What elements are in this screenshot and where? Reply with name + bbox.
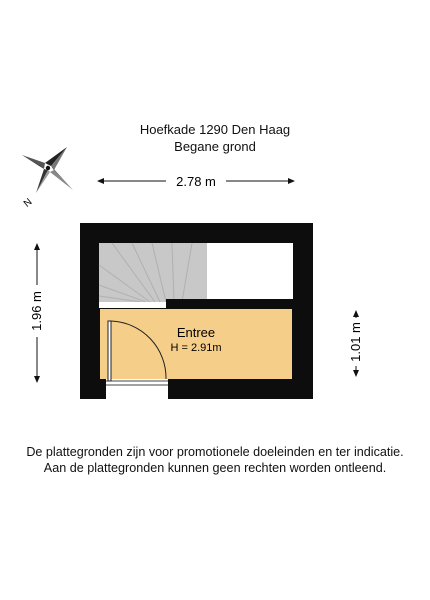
width-dimension bbox=[97, 174, 295, 189]
disclaimer-line-2: Aan de plattegronden kunnen geen rechten worden ontleend. bbox=[43, 461, 387, 475]
depth-right-dimension bbox=[348, 310, 363, 377]
compass-rose-icon bbox=[22, 147, 73, 193]
depth-left-label: 1.96 m bbox=[29, 291, 44, 331]
partition-wall bbox=[166, 299, 293, 308]
floor-label: Begane grond bbox=[174, 139, 256, 154]
storage-area bbox=[207, 243, 293, 299]
stair-landing bbox=[99, 302, 166, 308]
width-label: 2.78 m bbox=[176, 174, 216, 189]
door-opening bbox=[106, 379, 168, 399]
room-entree-height: H = 2.91m bbox=[170, 342, 222, 354]
room-entree-name: Entree bbox=[176, 325, 216, 340]
north-label: N bbox=[21, 196, 35, 210]
depth-right-label: 1.01 m bbox=[348, 322, 363, 362]
depth-left-dimension bbox=[29, 243, 44, 383]
disclaimer-line-1: De plattegronden zijn voor promotionele doeleinden en ter indicatie. bbox=[26, 445, 404, 459]
address-label: Hoefkade 1290 Den Haag bbox=[139, 122, 291, 137]
disclaimer bbox=[0, 444, 430, 476]
